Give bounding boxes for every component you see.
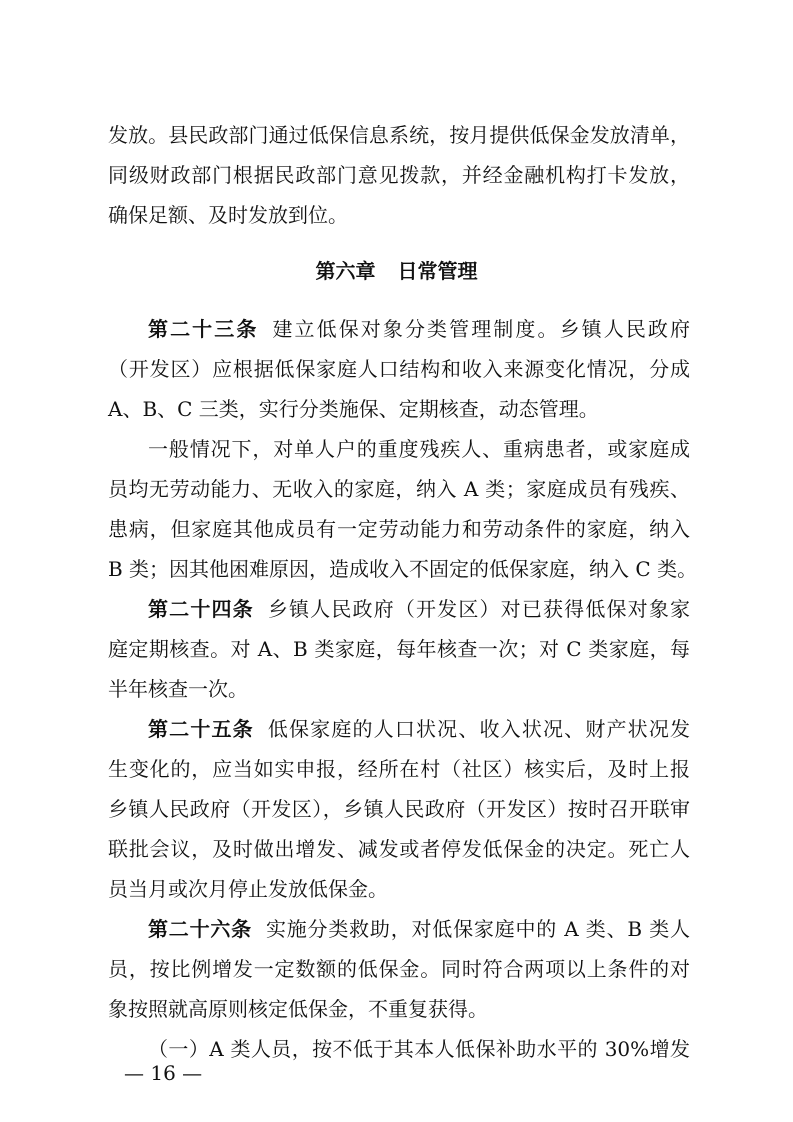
paragraph-line: 同级财政部门根据民政部门意见拨款，并经金融机构打卡发放， (108, 163, 690, 187)
paragraph-line: 一般情况下，对单人户的重度残疾人、重病患者，或家庭成 (148, 437, 690, 461)
chapter-number: 第六章 (315, 259, 376, 283)
article-text: 实施分类救助，对低保家庭中的 A 类、B 类人 (265, 917, 691, 941)
article-text: 乡镇人民政府（开发区）对已获得低保对象家 (267, 597, 691, 621)
paragraph-line: 乡镇人民政府（开发区），乡镇人民政府（开发区）按时召开联审 (108, 797, 690, 821)
page-number: — 16 — (124, 1061, 203, 1085)
paragraph-line: 员当月或次月停止发放低保金。 (108, 877, 388, 901)
paragraph-line: 确保足额、及时发放到位。 (108, 203, 348, 227)
paragraph-line: A、B、C 三类，实行分类施保、定期核查，动态管理。 (108, 397, 599, 421)
paragraph-line: 联批会议，及时做出增发、减发或者停发低保金的决定。死亡人 (108, 837, 690, 861)
paragraph-line: 半年核查一次。 (108, 677, 248, 701)
paragraph-line: 象按照就高原则核定低保金，不重复获得。 (108, 997, 488, 1021)
paragraph-line: 庭定期核查。对 A、B 类家庭，每年核查一次；对 C 类家庭，每 (108, 637, 690, 661)
article-label: 第二十四条 (148, 597, 254, 621)
paragraph-line: 患病，但家庭其他成员有一定劳动能力和劳动条件的家庭，纳入 (108, 517, 690, 541)
article-label: 第二十六条 (148, 917, 252, 941)
paragraph-line: 生变化的，应当如实申报，经所在村（社区）核实后，及时上报 (108, 757, 690, 781)
article-24-line (148, 594, 690, 624)
article-label: 第二十五条 (148, 717, 254, 741)
article-23-line (148, 314, 690, 344)
chapter-title: 日常管理 (397, 259, 478, 283)
paragraph-line: B 类；因其他困难原因，造成收入不固定的低保家庭，纳入 C 类。 (108, 557, 698, 581)
chapter-heading (0, 256, 793, 286)
article-26-line (148, 914, 690, 944)
article-text: 建立低保对象分类管理制度。乡镇人民政府 (272, 317, 691, 341)
article-25-line (148, 714, 690, 744)
article-text: 低保家庭的人口状况、收入状况、财产状况发 (267, 717, 691, 741)
paragraph-line: 员，按比例增发一定数额的低保金。同时符合两项以上条件的对 (108, 957, 690, 981)
paragraph-line: （开发区）应根据低保家庭人口结构和收入来源变化情况，分成 (108, 357, 690, 381)
paragraph-line: （一）A 类人员，按不低于其本人低保补助水平的 30%增发 (148, 1037, 690, 1061)
paragraph-line: 员均无劳动能力、无收入的家庭，纳入 A 类；家庭成员有残疾、 (108, 477, 690, 501)
paragraph-line: 发放。县民政部门通过低保信息系统，按月提供低保金发放清单， (108, 123, 690, 147)
article-label: 第二十三条 (148, 317, 259, 341)
